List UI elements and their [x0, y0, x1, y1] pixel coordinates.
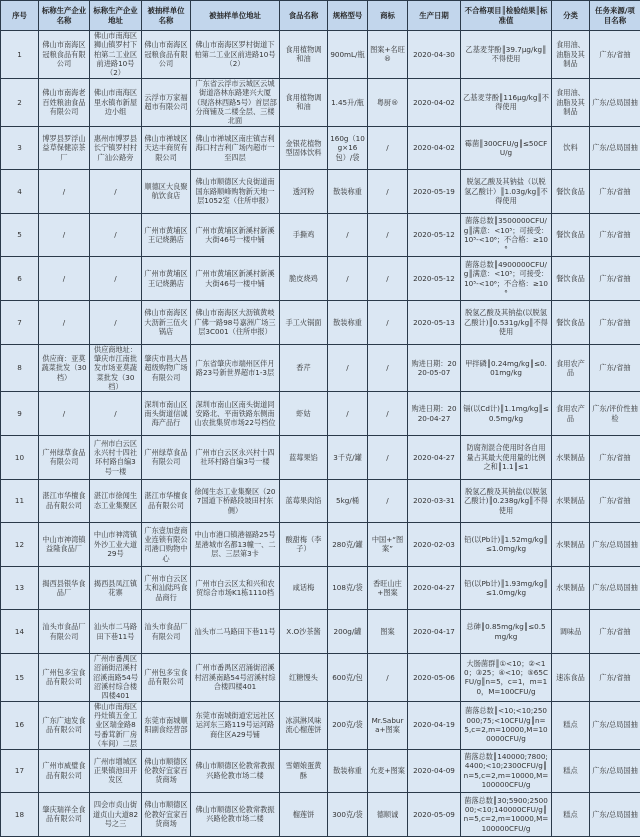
cell-manufacturer-name: / [39, 300, 90, 344]
cell-specification: 5kg/桶 [328, 479, 368, 523]
cell-sampled-unit-address: 东莞市南城街道宏远社区运河东三路119号运河路商住区A29号铺 [191, 701, 280, 749]
cell-category: 食用油、油脂及其制品 [552, 78, 590, 126]
cell-trademark: 德顺诚 [368, 793, 408, 837]
column-header-task-source: 任务来源/项目名称 [590, 1, 640, 31]
cell-manufacturer-name: 揭西县银华食品厂 [39, 566, 90, 610]
table-row [1, 749, 640, 793]
column-header-production-date: 生产日期 [408, 1, 461, 31]
cell-manufacturer-address: 佛山市南海区里水镇布新屋边小组 [90, 78, 142, 126]
cell-sampled-unit-address: 佛山市南海区罗村街道下柏第二工业区前进路10号（2） [191, 31, 280, 79]
cell-trademark: 香旺山庄+图案 [368, 566, 408, 610]
cell-task-source: 广东/省抽 [590, 479, 640, 523]
cell-serial-number: 2 [1, 78, 39, 126]
cell-trademark: 中国+“图案” [368, 523, 408, 567]
cell-nonconformity-result-standard: 菌落总数║3500000CFU/g║满意：<10⁵；可接受：10⁵-<10⁶；不合格：≥10⁶ [461, 213, 552, 257]
cell-specification: / [328, 213, 368, 257]
cell-sampled-unit-name: 顺德区大良聚航饮食店 [142, 170, 191, 214]
cell-category: 糕点 [552, 701, 590, 749]
cell-nonconformity-result-standard: 防腐剂混合使用时各自用量占其最大使用量的比例之和║1.1║≤1 [461, 435, 552, 479]
cell-specification: 200g/罐 [328, 610, 368, 654]
cell-category: 水果制品 [552, 435, 590, 479]
cell-production-date: 2020-03-31 [408, 479, 461, 523]
cell-specification: 280克/罐 [328, 523, 368, 567]
table-row [1, 392, 640, 436]
cell-serial-number: 15 [1, 653, 39, 701]
cell-manufacturer-name: 广州包多宝食品有限公司 [39, 653, 90, 701]
cell-production-date: 2020-05-19 [408, 170, 461, 214]
cell-task-source: 广东/省抽 [590, 653, 640, 701]
cell-manufacturer-address: / [90, 213, 142, 257]
cell-sampled-unit-name: 东莞市南城顺阳副食经营部 [142, 701, 191, 749]
cell-manufacturer-name: 广州绿草食品有限公司 [39, 435, 90, 479]
table-row [1, 213, 640, 257]
cell-manufacturer-address: 湛江市徐闻生态工业集聚区 [90, 479, 142, 523]
cell-trademark: 粤厨® [368, 78, 408, 126]
cell-serial-number: 16 [1, 701, 39, 749]
cell-serial-number: 4 [1, 170, 39, 214]
cell-category: 速冻食品 [552, 653, 590, 701]
cell-production-date: 2020-04-17 [408, 610, 461, 654]
cell-manufacturer-address: / [90, 170, 142, 214]
cell-task-source: 广东/总局国抽 [590, 749, 640, 793]
cell-sampled-unit-address: 佛山市顺德区伦教常教振兴路伦教市场二楼 [191, 793, 280, 837]
cell-production-date: 2020-05-09 [408, 793, 461, 837]
cell-production-date: 2020-05-13 [408, 300, 461, 344]
cell-sampled-unit-name: 广东壹加壹商业连锁有限公司港口购物中心 [142, 523, 191, 567]
cell-production-date: 2020-05-12 [408, 257, 461, 301]
cell-manufacturer-name: 广东广迪发食品有限公司 [39, 701, 90, 749]
cell-task-source: 广东/评价性抽检 [590, 392, 640, 436]
cell-trademark: Mr.Sabura+图案 [368, 701, 408, 749]
cell-specification: 108克/袋 [328, 566, 368, 610]
cell-production-date: 2020-04-27 [408, 566, 461, 610]
cell-specification: 600克/包 [328, 653, 368, 701]
cell-category: 水果制品 [552, 523, 590, 567]
cell-sampled-unit-address: 深圳市南山区南头街道同安路北、平南铁路东侧南山农批集贸市场22号档位 [191, 392, 280, 436]
cell-serial-number: 13 [1, 566, 39, 610]
cell-manufacturer-name: 湛江市华檀食品有限公司 [39, 479, 90, 523]
cell-category: 水果制品 [552, 479, 590, 523]
cell-trademark: 图案 [368, 610, 408, 654]
cell-sampled-unit-name: 汕头市食品厂有限公司 [142, 610, 191, 654]
cell-nonconformity-result-standard: 镉(以Cd计)║1.1mg/kg║≤0.5mg/kg [461, 392, 552, 436]
cell-serial-number: 5 [1, 213, 39, 257]
cell-manufacturer-address: 佛山市南海区狮山镇罗村下柏第二工业区前进路10号（2） [90, 31, 142, 79]
table-row [1, 701, 640, 749]
cell-sampled-unit-address: 汕头市二马路田下巷11号 [191, 610, 280, 654]
cell-task-source: 广东/省抽 [590, 213, 640, 257]
cell-manufacturer-address: 广州市番禺区沼涌街沼溪村沼溪南路54号沼溪村综合楼四楼401 [90, 653, 142, 701]
cell-manufacturer-address: / [90, 257, 142, 301]
cell-sampled-unit-name: 广州绿草食品有限公司 [142, 435, 191, 479]
cell-production-date: 2020-04-09 [408, 749, 461, 793]
cell-serial-number: 18 [1, 793, 39, 837]
cell-specification: 散装称重 [328, 170, 368, 214]
cell-specification: / [328, 257, 368, 301]
cell-trademark: / [368, 653, 408, 701]
cell-production-date: 2020-04-02 [408, 126, 461, 170]
cell-nonconformity-result-standard: 甲拌磷║0.24mg/kg║≤0.01mg/kg [461, 344, 552, 392]
column-header-nonconformity-result-standard: 不合格项目║检验结果║标准值 [461, 1, 552, 31]
cell-trademark: / [368, 435, 408, 479]
cell-sampled-unit-name: 佛山市南海区大沥新三伍火锅店 [142, 300, 191, 344]
cell-category: 餐饮食品 [552, 300, 590, 344]
table-row [1, 523, 640, 567]
table-body [1, 31, 640, 837]
cell-trademark: / [368, 300, 408, 344]
cell-sampled-unit-address: 广州市白云区太和兴和农贸综合市场K1栋1110档 [191, 566, 280, 610]
cell-manufacturer-address: 中山市神湾镇外沙工业大道29号 [90, 523, 142, 567]
cell-specification: / [328, 392, 368, 436]
cell-sampled-unit-name: 佛山市禅城区天达丰商贸有限公司 [142, 126, 191, 170]
cell-nonconformity-result-standard: 乙基麦芽酚║116μg/kg║不得使用 [461, 78, 552, 126]
cell-task-source: 广东/总局国抽 [590, 701, 640, 749]
cell-sampled-unit-name: 广州包多宝食品有限公司 [142, 653, 191, 701]
cell-sampled-unit-name: 广州市黄埔区王记烧鹅店 [142, 213, 191, 257]
table-row [1, 300, 640, 344]
table-row [1, 257, 640, 301]
cell-food-name: 脆皮烧鸡 [280, 257, 328, 301]
cell-serial-number: 14 [1, 610, 39, 654]
cell-task-source: 广东/省抽 [590, 31, 640, 79]
cell-task-source: 广东/省抽 [590, 344, 640, 392]
table-row [1, 126, 640, 170]
cell-task-source: 广东/省抽 [590, 610, 640, 654]
table-row [1, 435, 640, 479]
table-row [1, 479, 640, 523]
cell-nonconformity-result-standard: 菌落总数║<10;<10;250000;75;<10CFU/g║n=5,c=2,m=10000,M=100000CFU/g [461, 701, 552, 749]
cell-task-source: 广东/省抽 [590, 257, 640, 301]
cell-specification: / [328, 344, 368, 392]
cell-category: 糕点 [552, 793, 590, 837]
cell-manufacturer-address: / [90, 392, 142, 436]
cell-serial-number: 7 [1, 300, 39, 344]
cell-sampled-unit-name: 佛山市南海区冠粮食品有限公司 [142, 31, 191, 79]
column-header-sampled-unit-address: 被抽样单位地址 [191, 1, 280, 31]
cell-manufacturer-name: 汕头市食品厂有限公司 [39, 610, 90, 654]
cell-sampled-unit-address: 佛山市顺德区伦教常教振兴路伦教市场二楼 [191, 749, 280, 793]
cell-sampled-unit-address: 徐闻生态工业集聚区（207国道下桥路段坡田村东侧） [191, 479, 280, 523]
cell-category: 餐饮食品 [552, 257, 590, 301]
cell-sampled-unit-address: 广东省云浮市云城区云城街道洛林东路建兴大厦（现洛林西路5号）首层部分商铺及二楼全层、三楼北面 [191, 78, 280, 126]
cell-serial-number: 10 [1, 435, 39, 479]
cell-category: 食用油、油脂及其制品 [552, 31, 590, 79]
cell-serial-number: 3 [1, 126, 39, 170]
cell-trademark: 允麦+图案 [368, 749, 408, 793]
cell-sampled-unit-name: 佛山市顺德区伦教好宜家百货商场 [142, 793, 191, 837]
table-row [1, 31, 640, 79]
cell-production-date: 2020-04-02 [408, 78, 461, 126]
cell-food-name: 冰淇淋风味流心榴莲饼 [280, 701, 328, 749]
column-header-manufacturer-address: 标称生产企业地址 [90, 1, 142, 31]
cell-food-name: X.O沙茶酱 [280, 610, 328, 654]
cell-category: 餐饮食品 [552, 213, 590, 257]
cell-sampled-unit-address: 佛山市南海区大沥镇黄岐广佛一路98号嘉洲广场三层3C001（住所申报） [191, 300, 280, 344]
cell-production-date: 2020-04-27 [408, 435, 461, 479]
cell-food-name: 雪媚娘蛋黄酥 [280, 749, 328, 793]
cell-sampled-unit-name: 佛山市顺德区伦教好宜家百货商场 [142, 749, 191, 793]
cell-trademark: / [368, 392, 408, 436]
cell-manufacturer-name: / [39, 392, 90, 436]
cell-manufacturer-name: 广州市威璧食品有限公司 [39, 749, 90, 793]
cell-nonconformity-result-standard: 脱氢乙酸及其钠盐(以脱氢乙酸计)║0.531g/kg║不得使用 [461, 300, 552, 344]
cell-task-source: 广东/总局国抽 [590, 126, 640, 170]
cell-serial-number: 6 [1, 257, 39, 301]
cell-manufacturer-address: 佛山市南海区丹灶镇五金工业区瑞金路8号番茸新厂房（车间）二层 [90, 701, 142, 749]
column-header-manufacturer-name: 标称生产企业名称 [39, 1, 90, 31]
cell-manufacturer-address: / [90, 300, 142, 344]
cell-trademark: / [368, 170, 408, 214]
cell-task-source: 广东/总局国抽 [590, 78, 640, 126]
cell-trademark: 图案+名旺® [368, 31, 408, 79]
cell-task-source: 广东/总局国抽 [590, 793, 640, 837]
cell-serial-number: 17 [1, 749, 39, 793]
cell-specification: 散装称重 [328, 749, 368, 793]
cell-manufacturer-name: 佛山市南海老百姓粮油食品有限公司 [39, 78, 90, 126]
cell-sampled-unit-name: 湛江市华檀食品有限公司 [142, 479, 191, 523]
cell-sampled-unit-address: 广州市黄埔区新溪村新溪大街46号一楼中铺 [191, 213, 280, 257]
table-row [1, 610, 640, 654]
cell-food-name: 榴莲饼 [280, 793, 328, 837]
cell-food-name: 蓝莓果馅 [280, 435, 328, 479]
cell-nonconformity-result-standard: 菌落总数║140000;7800;4400;<10;2300CFU/g║n=5,c=2,m=10000,M=100000CFU/g [461, 749, 552, 793]
cell-manufacturer-name: 中山市神湾镇益隆食品厂 [39, 523, 90, 567]
cell-production-date: 购进日期：2020-05-07 [408, 344, 461, 392]
cell-manufacturer-address: 揭西县凤江镇花寨 [90, 566, 142, 610]
cell-manufacturer-name: / [39, 170, 90, 214]
cell-food-name: 香芹 [280, 344, 328, 392]
cell-category: 餐饮食品 [552, 170, 590, 214]
cell-production-date: 购进日期：2020-04-27 [408, 392, 461, 436]
cell-manufacturer-name: 供应商：亚莫蔬菜批发（30档） [39, 344, 90, 392]
cell-sampled-unit-name: 广州市黄埔区王记烧鹅店 [142, 257, 191, 301]
cell-trademark: / [368, 479, 408, 523]
column-header-specification: 规格型号 [328, 1, 368, 31]
cell-manufacturer-address: 四会市贞山街道贞山大道82号之三 [90, 793, 142, 837]
cell-sampled-unit-address: 中山市港口镇港福路25号星港城市名都13幢一、二层、三层第3卡 [191, 523, 280, 567]
cell-category: 糕点 [552, 749, 590, 793]
cell-serial-number: 11 [1, 479, 39, 523]
column-header-category: 分类 [552, 1, 590, 31]
cell-trademark: / [368, 257, 408, 301]
cell-nonconformity-result-standard: 总砷║0.85mg/kg║≤0.5mg/kg [461, 610, 552, 654]
cell-serial-number: 12 [1, 523, 39, 567]
cell-task-source: 广东/总局国抽 [590, 566, 640, 610]
cell-sampled-unit-name: 云浮市万家福超市有限公司 [142, 78, 191, 126]
cell-production-date: 2020-05-06 [408, 653, 461, 701]
table-row [1, 653, 640, 701]
cell-production-date: 2020-04-19 [408, 701, 461, 749]
cell-production-date: 2020-02-03 [408, 523, 461, 567]
cell-manufacturer-name: / [39, 257, 90, 301]
cell-sampled-unit-address: 广州市番禺区沼涌街沼溪村沼溪南路54号沼溪村综合楼四楼401 [191, 653, 280, 701]
cell-manufacturer-name: 肇庆瑞祥全食品有限公司 [39, 793, 90, 837]
cell-nonconformity-result-standard: 大肠菌群║①<10；②<10；③25；④<10；⑤65CFU/g║n=5，c=1，m=10，M=100CFU/g [461, 653, 552, 701]
cell-manufacturer-address: 广州市增城区正果镇池田开发区 [90, 749, 142, 793]
cell-food-name: 咸话梅 [280, 566, 328, 610]
cell-food-name: 酸甜梅（李子） [280, 523, 328, 567]
table-row [1, 566, 640, 610]
cell-specification: 1.45升/瓶 [328, 78, 368, 126]
column-header-trademark: 商标 [368, 1, 408, 31]
cell-serial-number: 8 [1, 344, 39, 392]
cell-sampled-unit-address: 广州市白云区永兴村十四社环村路自编3号一楼 [191, 435, 280, 479]
cell-category: 水果制品 [552, 566, 590, 610]
table-row [1, 344, 640, 392]
cell-food-name: 手撕鸡 [280, 213, 328, 257]
cell-nonconformity-result-standard: 脱氢乙酸及其钠盐(以脱氢乙酸计)║0.238g/kg║不得使用 [461, 479, 552, 523]
table-header-row [1, 1, 640, 31]
cell-nonconformity-result-standard: 菌落总数║4900000CFU/g║满意：<10⁵；可接受：10⁵-<10⁶；不合格：≥10⁶ [461, 257, 552, 301]
cell-food-name: 食用植物调和油 [280, 31, 328, 79]
cell-nonconformity-result-standard: 菌落总数║30;5900;250000;<10;140000CFU/g║n=5,c=2,m=10000,M=100000CFU/g [461, 793, 552, 837]
cell-food-name: 蓝莓果肉馅 [280, 479, 328, 523]
cell-nonconformity-result-standard: 脱氢乙酸及其钠盐（以脱氢乙酸计）║1.03g/kg║不得使用 [461, 170, 552, 214]
cell-specification: 300克/袋 [328, 793, 368, 837]
cell-sampled-unit-name: 肇庆市昌大昌超级购物广场有限公司 [142, 344, 191, 392]
cell-serial-number: 1 [1, 31, 39, 79]
cell-serial-number: 9 [1, 392, 39, 436]
cell-food-name: 手工火锅面 [280, 300, 328, 344]
cell-task-source: 广东/省抽 [590, 435, 640, 479]
cell-food-name: 虾姑 [280, 392, 328, 436]
column-header-food-name: 食品名称 [280, 1, 328, 31]
cell-category: 饮料 [552, 126, 590, 170]
cell-specification: 散装称重 [328, 300, 368, 344]
cell-food-name: 金银花植物型固体饮料 [280, 126, 328, 170]
cell-task-source: 广东/总局国抽 [590, 523, 640, 567]
column-header-serial-number: 序号 [1, 1, 39, 31]
cell-specification: 200克/袋 [328, 701, 368, 749]
cell-category: 调味品 [552, 610, 590, 654]
cell-trademark: / [368, 126, 408, 170]
cell-sampled-unit-name: 深圳市南山区南头街道信诚海产品行 [142, 392, 191, 436]
cell-manufacturer-name: 佛山市南海区冠粮食品有限公司 [39, 31, 90, 79]
cell-trademark: / [368, 213, 408, 257]
cell-food-name: 透河粉 [280, 170, 328, 214]
cell-nonconformity-result-standard: 乙基麦芽酚║39.7μg/kg║不得使用 [461, 31, 552, 79]
cell-manufacturer-name: 博罗县罗浮山益草保健凉茶厂 [39, 126, 90, 170]
cell-task-source: 广东/省抽 [590, 170, 640, 214]
cell-category: 食用农产品 [552, 392, 590, 436]
cell-manufacturer-address: 供应商地址：肇庆市江南批发市场亚莫蔬菜批发（30档） [90, 344, 142, 392]
table-row [1, 793, 640, 837]
cell-specification: 160g（10g×16包）/袋 [328, 126, 368, 170]
cell-sampled-unit-address: 佛山市禅城区南庄镇吉利海口村吉利广场内超市一至四层 [191, 126, 280, 170]
cell-sampled-unit-address: 广州市黄埔区新溪村新溪大街46号一楼中铺 [191, 257, 280, 301]
table-row [1, 170, 640, 214]
column-header-sampled-unit-name: 被抽样单位名称 [142, 1, 191, 31]
cell-trademark: / [368, 344, 408, 392]
cell-manufacturer-address: 汕头市二马路田下巷11号 [90, 610, 142, 654]
cell-nonconformity-result-standard: 铅(以Pb计)║1.93mg/kg║≤1.0mg/kg [461, 566, 552, 610]
cell-food-name: 红糖馒头 [280, 653, 328, 701]
cell-manufacturer-address: 惠州市博罗县长宁镇罗村村广汕公路旁 [90, 126, 142, 170]
cell-manufacturer-name: / [39, 213, 90, 257]
cell-sampled-unit-address: 广东省肇庆市端州区伴月路23号新世界超市1-3层 [191, 344, 280, 392]
cell-production-date: 2020-05-12 [408, 213, 461, 257]
cell-manufacturer-address: 广州市白云区永兴村十四社环村路自编3号一楼 [90, 435, 142, 479]
cell-sampled-unit-name: 广州市白云区太和汕陆玛食品商行 [142, 566, 191, 610]
cell-sampled-unit-address: 佛山市顺德区大良街道南国东路顺峰购物新天地一层1052室（住所申报） [191, 170, 280, 214]
cell-production-date: 2020-04-30 [408, 31, 461, 79]
cell-nonconformity-result-standard: 铅(以Pb计)║1.52mg/kg║≤1.0mg/kg [461, 523, 552, 567]
cell-specification: 3千克/罐 [328, 435, 368, 479]
cell-food-name: 食用植物调和油 [280, 78, 328, 126]
cell-task-source: 广东/省抽 [590, 300, 640, 344]
table-row [1, 78, 640, 126]
cell-nonconformity-result-standard: 霉菌║300CFU/g║≤50CFU/g [461, 126, 552, 170]
cell-category: 食用农产品 [552, 344, 590, 392]
cell-specification: 900mL/瓶 [328, 31, 368, 79]
